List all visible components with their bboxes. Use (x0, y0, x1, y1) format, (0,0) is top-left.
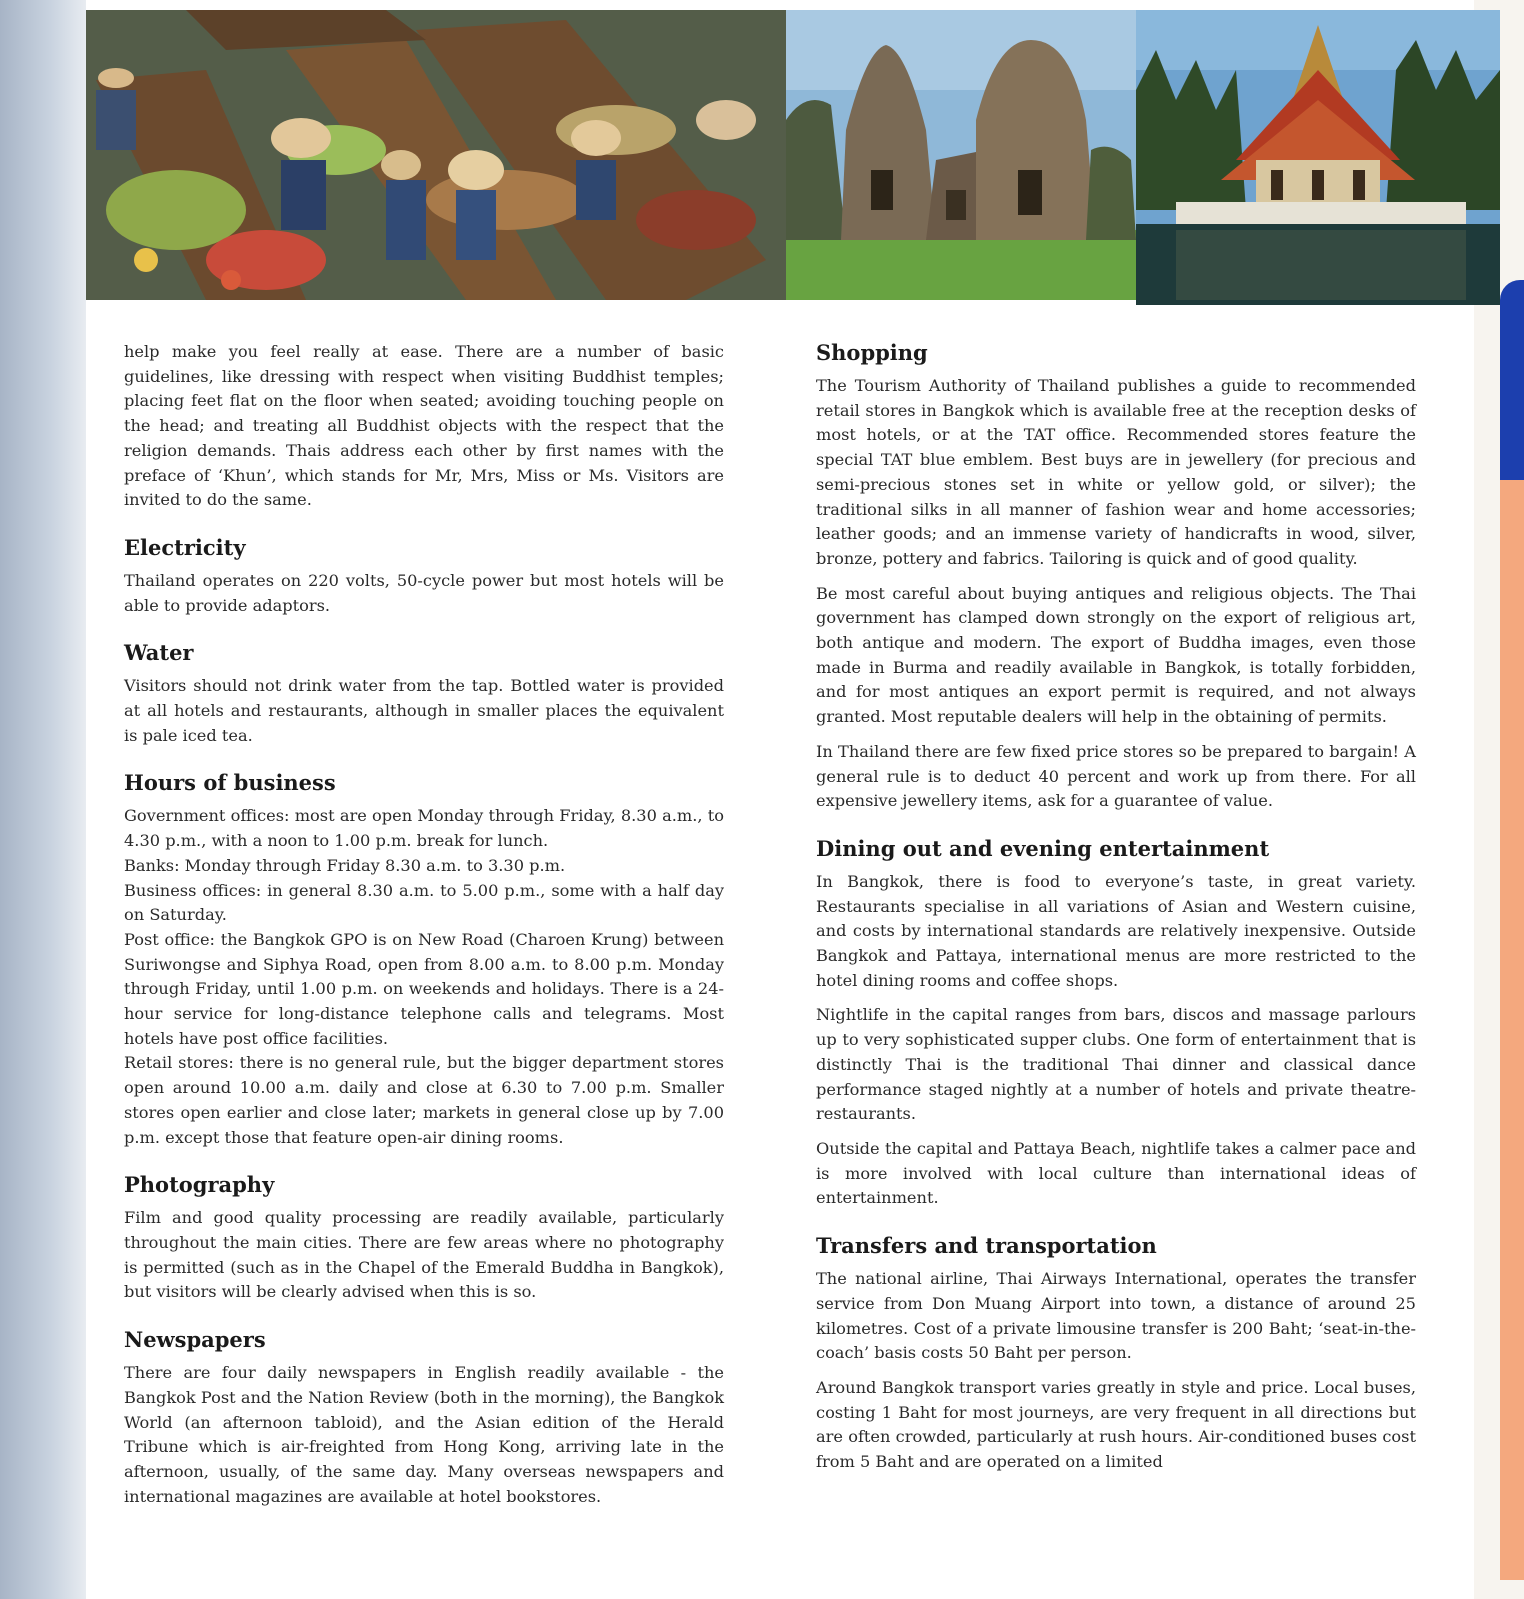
right-column (816, 340, 1416, 1497)
shopping-paragraph-2: Be most careful about buying antiques and religious objects. The Thai government has clamped down strongly on the export of religious art, both antique and modern. The export of Buddha images, even those made in Burma and readily available in Bangkok, is totally forbidden, and for most antiques an export permit is required, and not always granted. Most reputable dealers will help in the obtaining of permits. (816, 583, 1416, 727)
hours-business: Business offices: in general 8.30 a.m. to 5.00 p.m., some with a half day on Saturday. (124, 880, 724, 925)
transfers-paragraph-1: The national airline, Thai Airways International, operates the transfer service from Don Muang Airport into town, a distance of around 25 kilometres. Cost of a private limousine transfer is 200 Baht; ‘seat-in-the-coach’ basis costs 50 Baht per person. (816, 1269, 1416, 1363)
hours-government: Government offices: most are open Monday through Friday, 8.30 a.m., to 4.30 p.m., with a noon to 1.00 p.m. break for lunch. (124, 806, 724, 851)
shopping-paragraph-3: In Thailand there are few fixed price stores so be prepared to bargain! A general rule is to deduct 40 percent and work up from there. For all expensive jewellery items, ask for a guarantee of value. (816, 741, 1416, 811)
hours-retail: Retail stores: there is no general rule, but the bigger department stores open around 10.00 a.m. daily and close at 6.30 to 7.00 p.m. Smaller stores open earlier and close later; markets in general close up by 7.00 p.m. except those that feature open-air dining rooms. (124, 1053, 724, 1147)
water-body: Visitors should not drink water from the tap. Bottled water is provided at all hotels and restaurants, although in smaller places the equivalent is pale iced tea. (124, 676, 724, 745)
hours-banks: Banks: Monday through Friday 8.30 a.m. to 3.30 p.m. (124, 855, 566, 875)
khmer-ruins-photo (786, 10, 1136, 300)
photography-heading: Photography (124, 1172, 275, 1198)
electricity-body: Thailand operates on 220 volts, 50-cycle power but most hotels will be able to provide adaptors. (124, 570, 724, 615)
transfers-heading: Transfers and transportation (816, 1233, 1157, 1259)
intro-paragraph: help make you feel really at ease. There are a number of basic guidelines, like dressing with respect when visiting Buddhist temples; placing feet flat on the floor when seated; avoiding touching people on the head; and treating all Buddhist objects with the respect that the religion demands. Thais address each other by first names with the preface of ‘Khun’, which stands for Mr, Mrs, Miss or Ms. Visitors are invited to do the same. (124, 342, 724, 510)
next-page-peach-edge (1500, 480, 1524, 1580)
next-page-blue-edge (1500, 280, 1524, 500)
photography-body: Film and good quality processing are readily available, particularly throughout the main cities. There are few areas where no photography is permitted (such as in the Chapel of the Emerald Buddha in Bangkok), but visitors will be clearly advised when this is so. (124, 1208, 724, 1302)
dining-paragraph-3: Outside the capital and Pattaya Beach, nightlife takes a calmer pace and is more involved with local culture than international ideas of entertainment. (816, 1138, 1416, 1208)
dining-paragraph-1: In Bangkok, there is food to everyone’s taste, in great variety. Restaurants specialise in all variations of Asian and Western cuisine, and costs by international standards are relatively inexpensive. Outside Bangkok and Pattaya, international menus are more restricted to the hotel dining rooms and coffee shops. (816, 871, 1416, 990)
shopping-paragraph-1: The Tourism Authority of Thailand publishes a guide to recommended retail stores in Bangkok which is available free at the reception desks of most hotels, or at the TAT office. Recommended stores feature the special TAT blue emblem. Best buys are in jewellery (for precious and semi-precious stones set in white or yellow gold, or silver); the traditional silks in all manner of fashion wear and home accessories; leather goods; and an immense variety of handicrafts in wood, silver, bronze, pottery and fabrics. Tailoring is quick and of good quality. (816, 376, 1416, 568)
dining-heading: Dining out and evening entertainment (816, 835, 1270, 861)
thai-pavilion-photo (1136, 10, 1500, 305)
transfers-paragraph-2: Around Bangkok transport varies greatly in style and price. Local buses, costing 1 Baht for most journeys, are very frequent in all directions but are often crowded, particularly at rush hours. Air-conditioned buses cost from 5 Baht and are operated on a limited (816, 1377, 1416, 1472)
left-column (124, 340, 724, 1531)
newspapers-heading: Newspapers (124, 1327, 266, 1353)
dining-paragraph-2: Nightlife in the capital ranges from bars, discos and massage parlours up to very sophisticated supper clubs. One form of entertainment that is distinctly Thai is the traditional Thai dinner and classical dance performance staged nightly at a number of hotels and private theatre-restaurants. (816, 1005, 1416, 1124)
water-heading: Water (124, 640, 194, 666)
hours-heading: Hours of business (124, 770, 336, 796)
hours-post-office: Post office: the Bangkok GPO is on New Road (Charoen Krung) between Suriwongse and Siphya Road, open from 8.00 a.m. to 8.00 p.m. Monday through Friday, until 1.00 p.m. on weekends and holidays. There is a 24-hour service for long-distance telephone calls and telegrams. Most hotels have post office facilities. (124, 929, 724, 1048)
newspapers-body: There are four daily newspapers in English readily available - the Bangkok Post and the Nation Review (both in the morning), the Bangkok World (an afternoon tabloid), and the Asian edition of the Herald Tribune which is air-freighted from Hong Kong, arriving late in the afternoon, usually, of the same day. Many overseas newspapers and international magazines are available at hotel bookstores. (124, 1363, 724, 1506)
shopping-heading: Shopping (816, 340, 928, 365)
electricity-heading: Electricity (124, 534, 246, 560)
page-edge-left (0, 0, 86, 1599)
floating-market-photo (86, 10, 786, 300)
